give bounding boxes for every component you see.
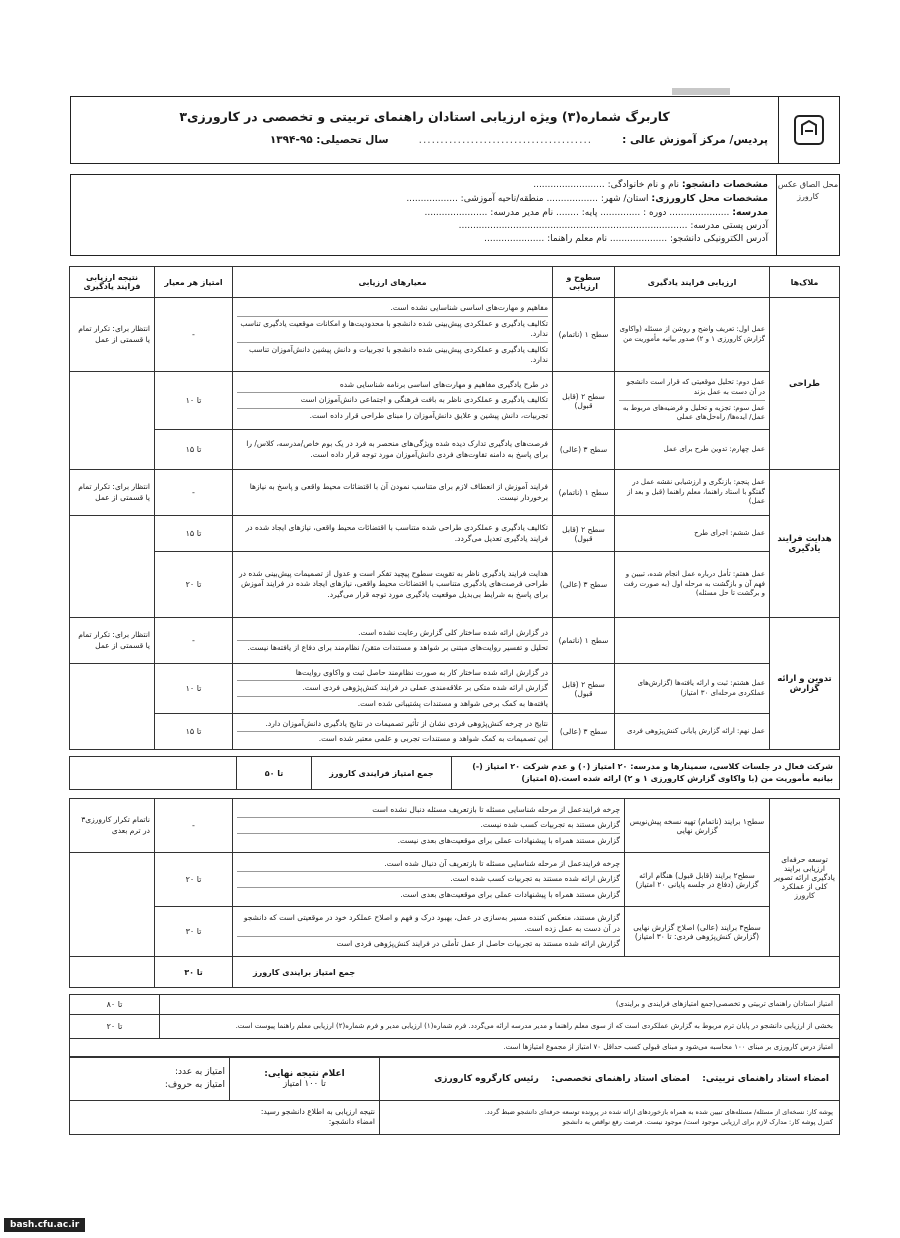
points-cell[interactable]: تا ۲۰ (155, 853, 233, 907)
header-points: امتیاز هر معیار (155, 267, 233, 298)
outcome-item: چرخه فرایندعمل از مرحله شناسایی مسئله تا بازتعریف آن دنبال شده است. (237, 857, 620, 873)
logo (778, 97, 839, 163)
level-1: سطح ۱ (ناتمام) (553, 470, 615, 516)
student-notice: نتیجه ارزیابی به اطلاع دانشجو رسید: (260, 1106, 375, 1116)
standard-item: این تصمیمات به کمک شواهد و مستندات تجربی و علمی معتبر شده است. (318, 734, 548, 743)
header-standards: معیارهای ارزیابی (233, 267, 553, 298)
outcome-item: گزارش مستند همراه با پیشنهادات عملی برای موقعیت‌های بعدی نیست. (397, 835, 620, 845)
level-2: سطح ۲ (قابل قبول) (553, 664, 615, 714)
outcome-item: گزارش ارائه شده مستند به تجربیات حاصل از عمل تأملی در فرایند کنش‌پژوهی فردی است (336, 939, 620, 949)
points-cell[interactable]: تا ۳۰ (155, 907, 233, 957)
top-stamp-mark (672, 88, 730, 95)
total-80-label: امتیاز استادان راهنمای تربیتی و تخصصی(جمع امتیازهای فرایندی و برایندی) (160, 995, 840, 1015)
internship-head-signature[interactable]: رئیس کارگروه کارورزی (434, 1073, 539, 1084)
criterion-report: تدوین و ارائه گزارش (770, 618, 840, 750)
points-cell[interactable]: تا ۱۵ (155, 714, 233, 750)
criterion-outcome: توسعه حرفه‌ای ارزیابی برایند یادگیری ارائه تصویر کلی از عملکرد کارورز (770, 799, 840, 957)
points-cell[interactable]: - (155, 470, 233, 516)
standard-item: تکالیف یادگیری و عملکردی ناظر به بافت فرهنگی و اجتماعی دانش‌آموزان است (237, 393, 548, 409)
level-3: سطح ۳ (عالی) (553, 430, 615, 470)
standard-item: هدایت فرایند یادگیری ناظر به تقویت سطوح پیچید تفکر است و عدول از تصمیمات پیش‌بینی شده در طراحی فرصت‌های یادگیری متناسب با اقتضائات محیط واقعی، نیازهای ایجاد شده در فرایند آموزش برای پاسخ به شرایط بی‌بدیل موقعیت یادگیری مورد توجه قرار می‌گیرد. (233, 552, 553, 618)
educational-advisor-signature[interactable]: امضاء استاد راهنمای تربیتی: (702, 1073, 829, 1084)
process-design-1: عمل اول: تعریف واضح و روشن از مسئله (واکاوی گزارش کارورزی ۱ و ۲) صدور بیانیه مأموریت من (615, 298, 770, 372)
total-20-label: بخشی از ارزیابی دانشجو در پایان ترم مربوط به گزارش عملکردی است که از سوی معلم راهنما و مدیر مدرسه ارائه می‌گردد. فرم شماره(۱) ارزیابی مدیر و فرم شماره(۲) ارزیابی معلم راهنما پیوست است. (160, 1015, 840, 1039)
place-field[interactable]: استان/ شهر: .................. منطقه/ناحیه آموزشی: .................. (406, 194, 649, 205)
process-guide-2: عمل ششم: اجرای طرح (615, 516, 770, 552)
standard-item: تحلیل و تفسیر روایت‌های مبتنی بر شواهد و مستندات متقن/ نظام‌مند برای دفاع از یافته‌ها نیست. (247, 643, 548, 652)
points-cell[interactable]: تا ۱۰ (155, 664, 233, 714)
student-name-field[interactable]: نام و نام خانوادگی: ......................... (533, 180, 679, 190)
points-cell[interactable]: تا ۱۵ (155, 430, 233, 470)
standard-item: در طرح یادگیری مفاهیم و مهارت‌های اساسی برنامه شناسایی شده (237, 378, 548, 394)
outcome-table (69, 798, 840, 988)
email-field[interactable]: آدرس الکترونیکی دانشجو: .................... نام معلم راهنما: ..................... (484, 234, 768, 245)
result-cell[interactable]: انتظار برای: تکرار تمام یا قسمتی از عمل (70, 298, 155, 372)
site-watermark: bash.cfu.ac.ir (4, 1218, 85, 1232)
outcome-item: گزارش مستند، منعکس کننده مسیر به‌سازی در عمل، بهبود درک و فهم و اصلاح عملکرد خود در موقعیتی است که دانشجو در آن دست به عمل زده است. (237, 911, 620, 937)
school-label: مدرسه: (732, 207, 768, 219)
standard-item: در گزارش ارائه شده ساختار کار به صورت نظام‌مند حاصل ثبت و واکاوی روایت‌ها (237, 666, 548, 682)
level-2: سطح ۲ (قابل قبول) (553, 372, 615, 430)
standard-item: تکالیف یادگیری و عملکردی پیش‌بینی شده دانشجو با محدودیت‌ها و امکانات موقعیت یادگیری تناسب ندارد. (237, 317, 548, 343)
process-report-2: عمل نهم: ارائه گزارش پایانی کنش‌پژوهی فردی (615, 714, 770, 750)
points-cell[interactable]: - (155, 618, 233, 664)
process-design-3: عمل سوم: تجزیه و تحلیل و فرضیه‌های مربوط به عمل/ ایده‌ها/ راه‌حل‌های عملی (622, 404, 765, 422)
campus-label: پردیس/ مرکز آموزش عالی : (622, 134, 768, 146)
place-label: مشخصات محل کارورزی: (651, 193, 768, 205)
process-design-4: عمل چهارم: تدوین طرح برای عمل (615, 430, 770, 470)
portfolio-control-note: کنترل پوشه کار: مدارک لازم برای ارزیابی موجود است/ موجود نیست. فرصت رفع نواقص به دانشجو (562, 1118, 833, 1126)
criterion-design: طراحی (770, 298, 840, 470)
points-cell[interactable]: تا ۲۰ (155, 552, 233, 618)
portfolio-note: پوشه کار: نسخه‌ای از مسئله/ مسئله‌های تبیین شده به همراه بازخوردهای ارائه شده در پرونده توسعه حرفه‌ای دانشجو ضبط گردد. (484, 1107, 833, 1116)
level-2: سطح ۲ (قابل قبول) (553, 516, 615, 552)
standard-item: تجربیات، دانش پیشین و علایق دانش‌آموزان را مبنای طراحی قرار داده است. (309, 410, 548, 420)
header-criteria: ملاک‌ها (770, 267, 840, 298)
score-in-numbers[interactable]: امتیاز به عدد: (174, 1066, 225, 1077)
final-result-value[interactable]: تا ۱۰۰ امتیاز (283, 1078, 326, 1089)
pass-criteria-note: امتیاز درس کارورزی بر مبنای ۱۰۰ محاسبه می‌شود و مبنای قبولی کسب حداقل ۷۰ امتیاز از مجموع امتیازها است. (70, 1039, 840, 1057)
student-signature[interactable]: امضاء دانشجو: (328, 1117, 375, 1126)
header-process: ارزیابی فرایند یادگیری (615, 267, 770, 298)
form-title: کاربرگ شماره(۳) ویژه ارزیابی استادان راهنمای تربیتی و تخصصی در کارورزی۳ (179, 109, 670, 124)
address-field[interactable]: آدرس پستی مدرسه: ................................................................................ (458, 221, 768, 232)
standard-item: تکالیف یادگیری و عملکردی پیش‌بینی شده دانشجو با تجربیات و دانش پیشین دانش‌آموزان تناسب ندارد. (248, 344, 548, 365)
header-levels: سطوح و ارزیابی (553, 267, 615, 298)
outcome-total-label: جمع امتیاز برایندی کارورز (233, 957, 840, 988)
points-cell[interactable]: - (155, 799, 233, 853)
process-total-label: جمع امتیاز فرایندی کارورز (312, 757, 452, 790)
standard-item: نتایج در چرخه کنش‌پژوهی فردی نشان از تأثیر تصمیمات در نتایج یادگیری دانش‌آموزان دارد. (237, 717, 548, 733)
process-design-2: عمل دوم: تحلیل موقعیتی که قرار است دانشجو در آن دست به عمل بزند (619, 375, 765, 401)
standard-item: یافته‌ها به کمک برخی شواهد و مستندات پشتیبانی شده است. (357, 698, 548, 708)
process-total (69, 756, 840, 790)
header-result: نتیجه ارزیابی فرایند یادگیری (70, 267, 155, 298)
outcome-item: گزارش مستند به تجربیات کسب شده نیست. (237, 818, 620, 834)
process-total-value[interactable]: تا ۵۰ (237, 757, 312, 790)
level-3: سطح ۳ (عالی) (553, 552, 615, 618)
totals-table (69, 994, 840, 1057)
specialist-advisor-signature[interactable]: امضای استاد راهنمای تخصصی: (551, 1073, 690, 1084)
result-cell[interactable]: انتظار برای: تکرار تمام یا قسمتی از عمل (70, 618, 155, 664)
evaluation-table (69, 266, 840, 750)
standard-item: فرایند آموزش از انعطاف لازم برای متناسب نمودن آن با اقتضائات محیط واقعی و پاسخ به نیازها برخوردار نیست. (233, 470, 553, 516)
form-sheet (70, 96, 840, 1135)
campus-field[interactable]: ........................................ (418, 134, 593, 146)
standard-item: تکالیف یادگیری و عملکردی طراحی شده متناسب با اقتضائات محیط واقعی، نیازهای ایجاد شده در فرایند یادگیری تعدیل می‌گردد. (233, 516, 553, 552)
total-20-value[interactable]: تا ۲۰ (70, 1015, 160, 1039)
outcome-level-3: سطح۳ برایند (عالی) اصلاح گزارش نهایی (گزارش کنش‌پژوهی فردی: تا ۳۰ امتیاز) (625, 907, 770, 957)
points-cell[interactable]: تا ۱۵ (155, 516, 233, 552)
mission-note: بیانیه مأموریت من (با واکاوی گزارش کارورزی ۱ و ۲) ارائه شده است.(۵ امتیاز) (521, 774, 833, 783)
outcome-level-2: سطح۲ برایند (قابل قبول) هنگام ارائه گزارش (دفاع در جلسه پایانی ۲۰ امتیاز) (625, 853, 770, 907)
outcome-total-value[interactable]: تا ۳۰ (155, 957, 233, 988)
level-3: سطح ۳ (عالی) (553, 714, 615, 750)
level-1: سطح ۱ (ناتمام) (553, 298, 615, 372)
school-field[interactable]: ..................... دوره : .............. پایه: ........ نام مدیر مدرسه: ...................... (424, 208, 730, 219)
student-label: مشخصات دانشجو: (681, 179, 768, 190)
process-report-1: عمل هشتم: ثبت و ارائه یافته‌ها (گزارش‌های عملکردی مرحله‌ای ۳۰ امتیاز) (615, 664, 770, 714)
academic-year: سال تحصیلی: ۹۵-۱۳۹۴ (269, 134, 389, 146)
standard-item: مفاهیم و مهارت‌های اساسی شناسایی نشده است. (237, 301, 548, 317)
signature-table (69, 1057, 840, 1135)
student-info (70, 174, 840, 256)
outcome-item: گزارش ارائه شده مستند به تجربیات کسب شده است. (237, 872, 620, 888)
process-guide-3: عمل هفتم: تأمل درباره عمل انجام شده، تبیین و فهم آن و بازگشت به مرحله اول (به صورت رفت و برگشت تا حل مسئله) (615, 552, 770, 618)
standard-item: فرصت‌های یادگیری تدارک دیده شده ویژگی‌های منحصر به فرد در یک بوم خاص/مدرسه، کلاس/ را برای پاسخ به دامنه تفاوت‌های فردی دانش‌آموزان مورد توجه قرار داده است. (233, 430, 553, 470)
criterion-guidance: هدایت فرایند یادگیری (770, 470, 840, 618)
participation-note: شرکت فعال در جلسات کلاسی، سمینارها و مدرسه: ۲۰ امتیاز (۰) و عدم شرکت ۲۰ امتیاز (-) (472, 762, 833, 771)
form-header (70, 96, 840, 164)
outcome-level-1: سطح۱ برایند (ناتمام) تهیه نسخه پیش‌نویس گزارش نهایی (625, 799, 770, 853)
photo-placeholder: محل الصاق عکس کارورز (776, 175, 839, 255)
standard-item: در گزارش ارائه شده ساختار کلی گزارش رعایت نشده است. (237, 626, 548, 642)
outcome-result[interactable]: ناتمام تکرار کارورزی۳ در ترم بعدی (70, 799, 155, 853)
standard-item: گزارش ارائه شده متکی بر علاقه‌مندی عملی در فرایند کنش‌پژوهی فردی است. (237, 681, 548, 697)
points-cell[interactable]: تا ۱۰ (155, 372, 233, 430)
outcome-item: چرخه فرایندعمل از مرحله شناسایی مسئله تا بازتعریف مسئله دنبال نشده است (237, 803, 620, 819)
points-cell[interactable]: - (155, 298, 233, 372)
result-cell[interactable]: انتظار برای: تکرار تمام یا قسمتی از عمل (70, 470, 155, 516)
level-1: سطح ۱ (ناتمام) (553, 618, 615, 664)
total-80-value[interactable]: تا ۸۰ (70, 995, 160, 1015)
final-result-label: اعلام نتیجه نهایی: (264, 1068, 345, 1079)
outcome-item: گزارش مستند همراه با پیشنهادات عملی برای موقعیت‌های بعدی است. (400, 889, 620, 899)
process-guide-1: عمل پنجم: بازنگری و ارزشیابی نقشه عمل در گفتگو با استاد راهنما، معلم راهنما (قبل و بعد از عمل) (615, 470, 770, 516)
university-logo-icon (792, 113, 826, 147)
score-in-words[interactable]: امتیاز به حروف: (164, 1079, 225, 1090)
